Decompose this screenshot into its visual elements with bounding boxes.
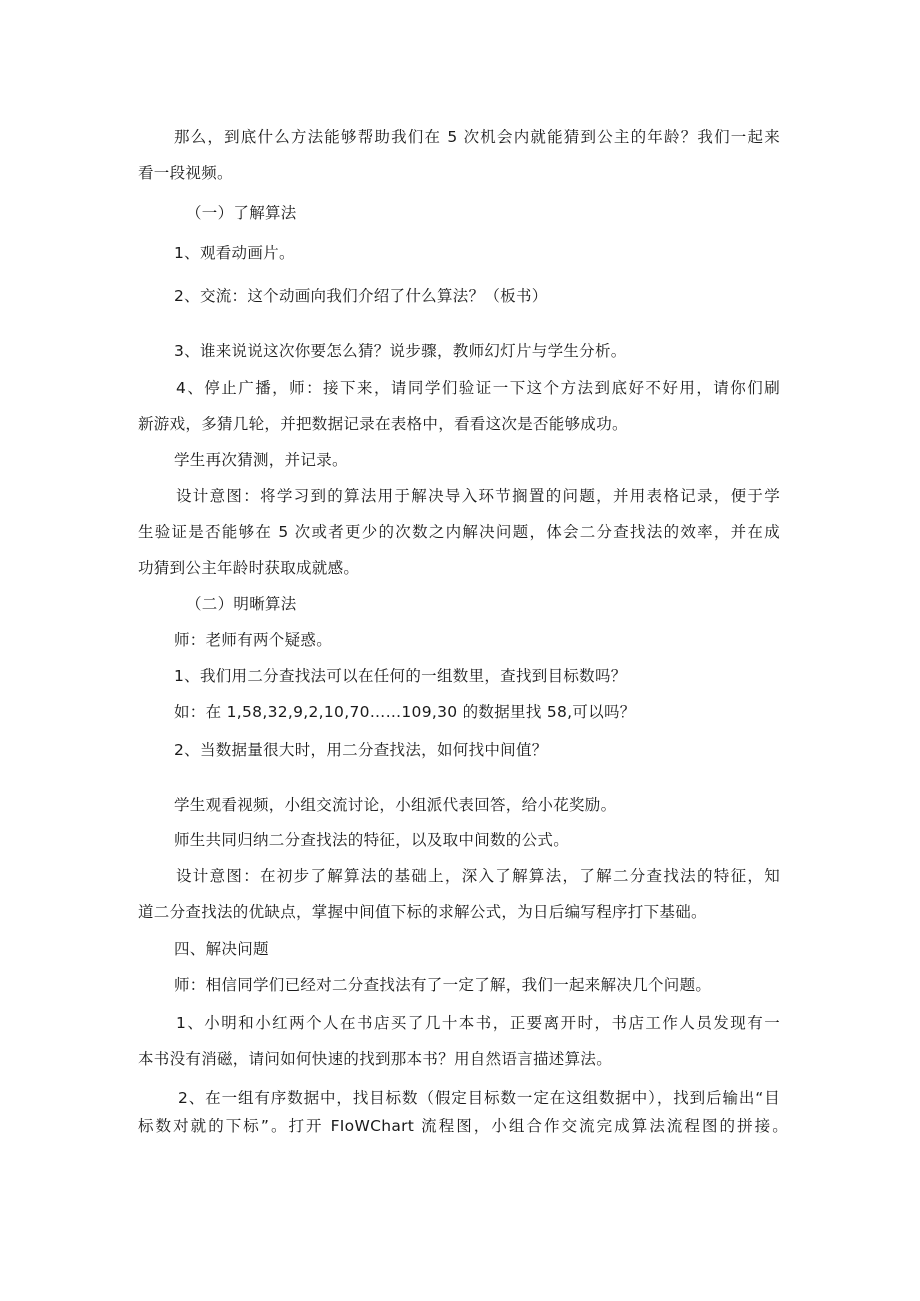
design-intent-2-line-1: 设计意图：在初步了解算法的基础上，深入了解算法，了解二分查找法的特征，知 (176, 867, 780, 885)
question-2: 2、当数据量很大时，用二分查找法，如何找中间值？ (174, 741, 548, 759)
problem-2-line-2: 标数对就的下标”。打开 FIoWChart 流程图，小组合作交流完成算法流程图的拼接。 (138, 1117, 788, 1135)
student-watch-video: 学生观看视频，小组交流讨论，小组派代表回答，给小花奖励。 (174, 796, 617, 814)
step-stop-broadcast-line-2: 新游戏，多猜几轮，并把数据记录在表格中，看看这次是否能够成功。 (138, 415, 628, 433)
section-heading-solve-problems: 四、解决问题 (174, 940, 269, 958)
section-heading-understand-algorithm: （一）了解算法 (186, 204, 297, 222)
problem-1-line-1: 1、小明和小红两个人在书店买了几十本书，正要离开时，书店工作人员发现有一 (176, 1014, 780, 1032)
paragraph-intro-line-1: 那么，到底什么方法能够帮助我们在 5 次机会内就能猜到公主的年龄？我们一起来 (174, 128, 780, 146)
step-discussion: 2、交流：这个动画向我们介绍了什么算法？（板书） (174, 287, 548, 305)
design-intent-1-line-3: 功猜到公主年龄时获取成就感。 (138, 559, 360, 577)
summarize-features: 师生共同归纳二分查找法的特征，以及取中间数的公式。 (174, 831, 570, 849)
question-1: 1、我们用二分查找法可以在任何的一组数里，查找到目标数吗？ (174, 667, 627, 685)
paragraph-intro-line-2: 看一段视频。 (138, 164, 233, 182)
design-intent-2-line-2: 道二分查找法的优缺点，掌握中间值下标的求解公式，为日后编写程序打下基础。 (138, 903, 707, 921)
problem-1-line-2: 本书没有消磁，请问如何快速的找到那本书？用自然语言描述算法。 (138, 1050, 613, 1068)
design-intent-1-line-2: 生验证是否能够在 5 次或者更少的次数之内解决问题，体会二分查找法的效率，并在成 (138, 523, 780, 541)
section-heading-clarify-algorithm: （二）明晰算法 (186, 595, 297, 613)
step-watch-animation: 1、观看动画片。 (174, 244, 295, 262)
teacher-two-doubts: 师：老师有两个疑惑。 (174, 631, 333, 649)
step-who-explains: 3、谁来说说这次你要怎么猜？说步骤，教师幻灯片与学生分析。 (174, 342, 627, 360)
step-stop-broadcast-line-1: 4、停止广播，师：接下来，请同学们验证一下这个方法到底好不好用，请你们刷 (176, 379, 780, 397)
design-intent-1-line-1: 设计意图：将学习到的算法用于解决导入环节搁置的问题，并用表格记录，便于学 (176, 487, 780, 505)
question-1-example: 如：在 1,58,32,9,2,10,70……109,30 的数据里找 58,可以吗？ (174, 703, 636, 721)
teacher-solve-intro: 师：相信同学们已经对二分查找法有了一定了解，我们一起来解决几个问题。 (174, 976, 712, 994)
student-guess-again: 学生再次猜测，并记录。 (174, 451, 348, 469)
problem-2-line-1: 2、在一组有序数据中，找目标数（假定目标数一定在这组数据中），找到后输出“目 (178, 1089, 780, 1107)
